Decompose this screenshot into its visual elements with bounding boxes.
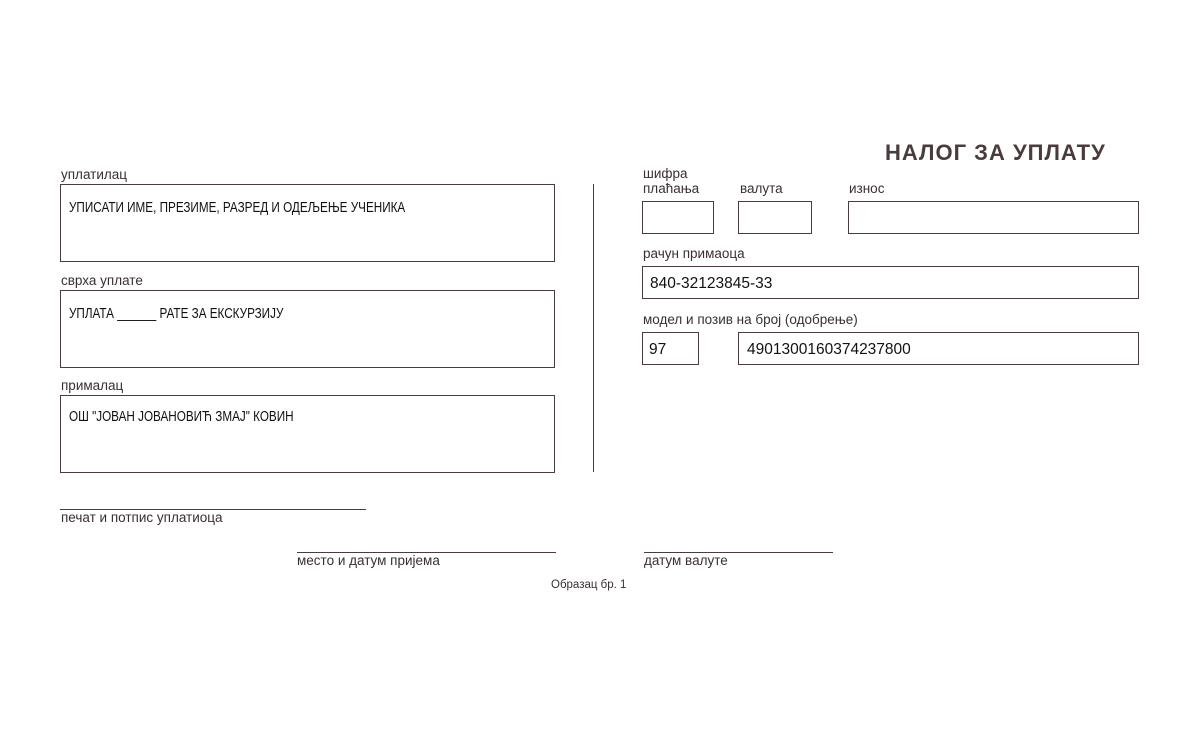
recipient-label: прималац <box>61 378 124 393</box>
currency-label: валута <box>740 181 783 196</box>
model-value: 97 <box>649 341 667 358</box>
payment-code-field[interactable] <box>642 201 714 234</box>
payer-label: уплатилац <box>61 167 127 182</box>
column-divider <box>593 184 594 472</box>
currency-field[interactable] <box>738 201 812 234</box>
account-field[interactable] <box>642 266 1139 299</box>
purpose-field[interactable] <box>60 290 555 368</box>
account-label: рачун примаоца <box>643 246 745 261</box>
reference-number-value: 4901300160374237800 <box>747 341 911 358</box>
signature-label: печат и потпис уплатиоца <box>61 510 223 525</box>
model-field[interactable] <box>642 332 699 365</box>
model-label: модел и позив на број (одобрење) <box>643 312 858 327</box>
account-value: 840-32123845-33 <box>650 275 773 292</box>
purpose-label: сврха уплате <box>61 273 143 288</box>
payment-code-label-line1: шифра <box>643 166 688 181</box>
value-date-label: датум валуте <box>644 553 728 568</box>
payer-field[interactable] <box>60 184 555 262</box>
amount-label: износ <box>849 181 885 196</box>
form-title: НАЛОГ ЗА УПЛАТУ <box>885 140 1106 165</box>
reference-number-field[interactable] <box>738 332 1139 365</box>
payment-code-label-line2: плаћања <box>643 181 700 196</box>
form-number: Образац бр. 1 <box>551 579 627 591</box>
amount-field[interactable] <box>848 201 1139 234</box>
recipient-value: ОШ "ЈОВАН ЈОВАНОВИЋ ЗМАЈ" КОВИН <box>69 408 294 425</box>
payer-value: УПИСАТИ ИМЕ, ПРЕЗИМЕ, РАЗРЕД И ОДЕЉЕЊЕ УЧЕНИКА <box>69 199 406 216</box>
purpose-value: УПЛАТА ______ РАТЕ ЗА ЕКСКУРЗИЈУ <box>69 305 284 322</box>
recipient-field[interactable] <box>60 395 555 473</box>
place-date-label: место и датум пријема <box>297 553 440 568</box>
